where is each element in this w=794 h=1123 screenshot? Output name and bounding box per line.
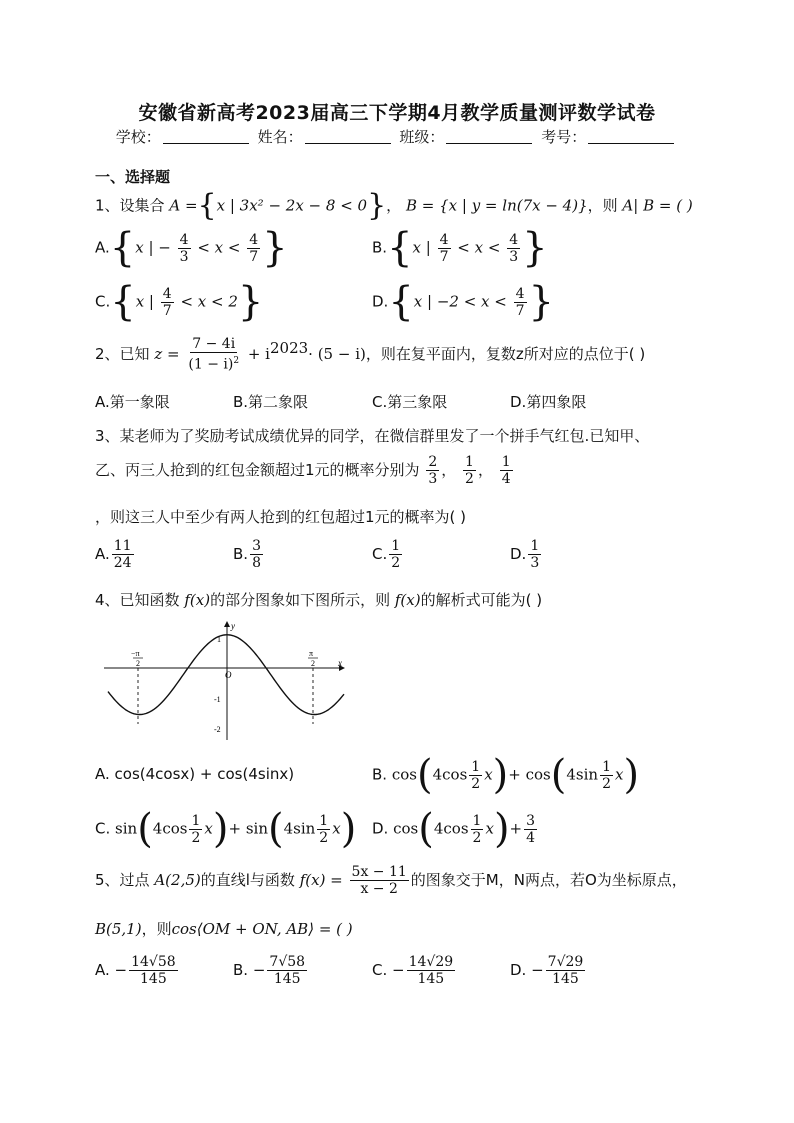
q1-option-c[interactable]: C.{x | $\frac{4}{7}$ < x < 2} xyxy=(95,279,264,325)
exam-number-blank[interactable] xyxy=(588,129,674,144)
q3-option-d[interactable]: D. $\frac{1}{3}$ xyxy=(510,538,540,571)
y-tick-neg1: -1 xyxy=(214,695,221,704)
pos-pi-numerator: π xyxy=(309,649,314,658)
q5-option-a[interactable]: A. − $\frac{14√58}{145}$ xyxy=(95,954,176,987)
q3-option-a[interactable]: A. $\frac{11}{24}$ xyxy=(95,538,132,571)
name-label: 姓名： xyxy=(257,128,303,146)
q4-option-d[interactable]: D. cos(4cos $\frac{1}{2}$ x)+ $\frac{3}{4}$ xyxy=(372,806,536,852)
exam-number-label: 考号： xyxy=(541,128,587,146)
neg-pi-denominator: 2 xyxy=(136,659,140,668)
origin-label: O xyxy=(225,670,232,680)
y-axis-label: y xyxy=(231,621,235,631)
q5-option-d[interactable]: D. − $\frac{7√29}{145}$ xyxy=(510,954,584,987)
q4-option-a[interactable]: A. cos(4cosx) + cos(4sinx) xyxy=(95,765,295,783)
school-label: 学校： xyxy=(115,128,161,146)
exam-title: 安徽省新高考2023届高三下学期4月教学质量测评数学试卷 xyxy=(138,102,656,124)
q2-option-d[interactable]: D.第四象限 xyxy=(510,393,587,411)
school-blank[interactable] xyxy=(163,129,249,144)
pos-pi-denominator: 2 xyxy=(311,659,315,668)
q1-option-a[interactable]: A.{x | − $\frac{4}{3}$ < x < $\frac{4}{7}$ } xyxy=(95,225,288,271)
q1-option-b[interactable]: B.{x | $\frac{4}{7}$ < x < $\frac{4}{3}$ } xyxy=(372,225,548,271)
student-info-row xyxy=(0,126,794,147)
q5-stem-line1: 5、过点 A(2,5)的直线l与函数 f(x) = $\frac{5x - 11}{x - 2}$ 的图象交于M，N两点，若O为坐标原点， xyxy=(95,864,687,897)
class-blank[interactable] xyxy=(446,129,532,144)
q5-option-c[interactable]: C. − $\frac{14√29}{145}$ xyxy=(372,954,454,987)
y-tick-1: 1 xyxy=(217,635,221,644)
q4-stem: 4、已知函数 f(x)的部分图象如下图所示，则 f(x)的解析式可能为( ) xyxy=(95,591,543,609)
neg-pi-numerator: −π xyxy=(131,649,140,658)
q3-option-b[interactable]: B. $\frac{3}{8}$ xyxy=(233,538,261,571)
name-blank[interactable] xyxy=(305,129,391,144)
q3-stem-line2: 乙、丙三人抢到的红包金额超过1元的概率分别为 $\frac{2}{3}$ ， $\frac{1}{2}$ ， $\frac{1}{4}$ xyxy=(95,454,511,487)
q4-option-c[interactable]: C. sin(4cos $\frac{1}{2}$ x)+ sin(4sin $\frac{1}{2}$ x) xyxy=(95,806,357,852)
q2-option-b[interactable]: B.第二象限 xyxy=(233,393,309,411)
class-label: 班级： xyxy=(399,128,445,146)
q5-option-b[interactable]: B. − $\frac{7√58}{145}$ xyxy=(233,954,306,987)
q3-stem-line1: 3、某老师为了奖励考试成绩优异的同学，在微信群里发了一个拼手气红包.已知甲、 xyxy=(95,427,650,445)
q3-option-c[interactable]: C. $\frac{1}{2}$ xyxy=(372,538,401,571)
q1-stem: 1、设集合 A ={x | 3x² − 2x − 8 < 0}， B = {x | y = ln(7x − 4)}，则 A| B = ( ) xyxy=(95,188,693,223)
section-heading: 一、选择题 xyxy=(95,168,171,186)
x-axis-label: x xyxy=(338,658,342,668)
q4-option-b[interactable]: B. cos(4cos $\frac{1}{2}$ x)+ cos(4sin $\frac{1}{2}$ x) xyxy=(372,752,640,798)
q1-option-d[interactable]: D.{x | −2 < x < $\frac{4}{7}$ } xyxy=(372,279,554,325)
q2-option-c[interactable]: C.第三象限 xyxy=(372,393,448,411)
q2-option-a[interactable]: A.第一象限 xyxy=(95,393,170,411)
q2-stem: 2、已知 z = $\frac{7 - 4i}{(1 - i)^2}$ + $i^{2023}\cdot (5 - i)$，则在复平面内，复数z所对应的点位于( ) xyxy=(95,336,646,373)
q5-stem-line2: B(5,1)，则cos⟨OM + ON, AB⟩ = ( ) xyxy=(95,920,353,938)
function-graph xyxy=(100,620,350,742)
q3-stem-line3: ，则这三人中至少有两人抢到的红包超过1元的概率为( ) xyxy=(95,508,467,526)
y-tick-neg2: -2 xyxy=(214,725,221,734)
